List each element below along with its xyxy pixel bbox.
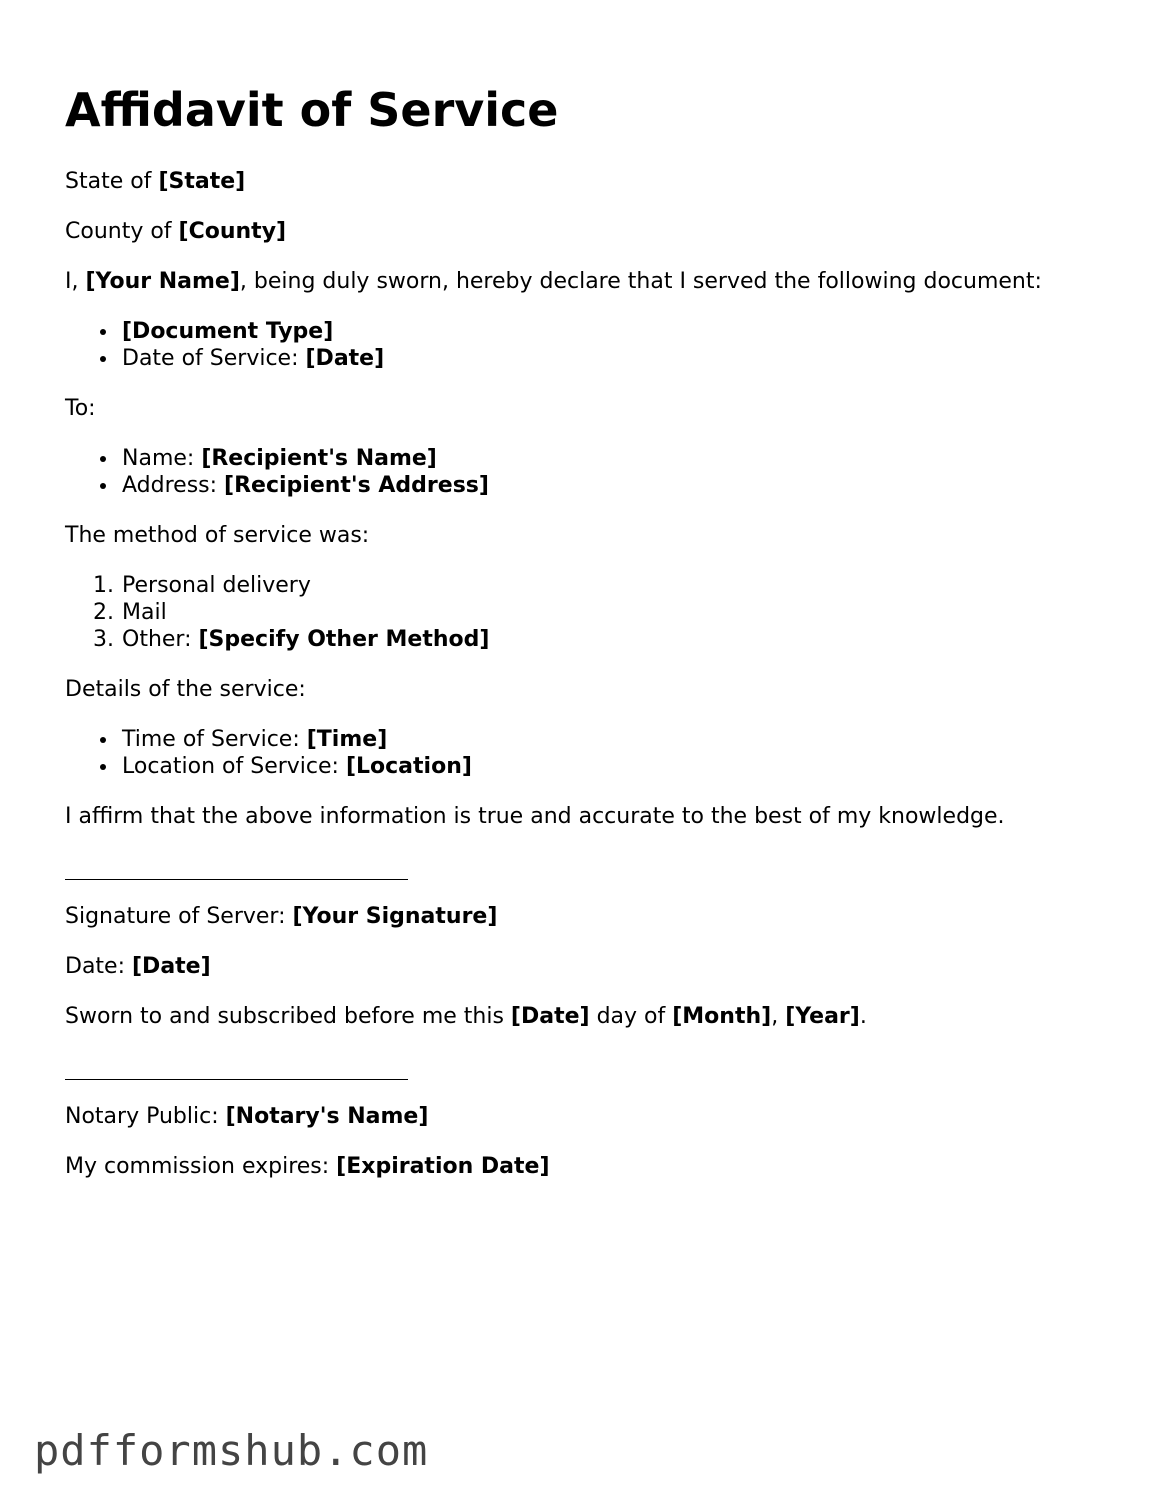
your-name-field: [Your Name] [85, 269, 240, 294]
method-item: 3. Other: [Specify Other Method] [93, 627, 490, 652]
method-item: 1. Personal delivery [93, 573, 311, 598]
state-field: [State] [158, 169, 246, 194]
details-intro: Details of the service: [65, 677, 306, 702]
county-line: County of [County] [65, 219, 287, 244]
location-of-service-item: Location of Service: [Location] [122, 754, 472, 779]
page-title: Affidavit of Service [65, 83, 559, 137]
method-item: 2. Mail [93, 600, 167, 625]
document-type-item: [Document Type] [122, 319, 334, 344]
state-line: State of [State] [65, 169, 246, 194]
declaration-line: I, [Your Name], being duly sworn, hereby declare that I served the following document: [65, 269, 1042, 294]
recipient-address-item: Address: [Recipient's Address] [122, 473, 489, 498]
notary-public: Notary Public: [Notary's Name] [65, 1104, 429, 1129]
notary-signature-line [65, 1079, 408, 1080]
date-of-service-item: Date of Service: [Date] [122, 346, 385, 371]
to-label: To: [65, 396, 96, 421]
sworn-statement: Sworn to and subscribed before me this [Date] day of [Month], [Year]. [65, 1004, 867, 1029]
signature-date: Date: [Date] [65, 954, 211, 979]
method-intro: The method of service was: [65, 523, 370, 548]
county-field: [County] [178, 219, 287, 244]
signature-line [65, 879, 408, 880]
recipient-name-item: Name: [Recipient's Name] [122, 446, 437, 471]
watermark: pdfformshub.com [34, 1426, 429, 1475]
signature-of-server: Signature of Server: [Your Signature] [65, 904, 498, 929]
time-of-service-item: Time of Service: [Time] [122, 727, 388, 752]
affirmation-text: I affirm that the above information is true and accurate to the best of my knowledge. [65, 804, 1005, 829]
commission-expires: My commission expires: [Expiration Date] [65, 1154, 550, 1179]
